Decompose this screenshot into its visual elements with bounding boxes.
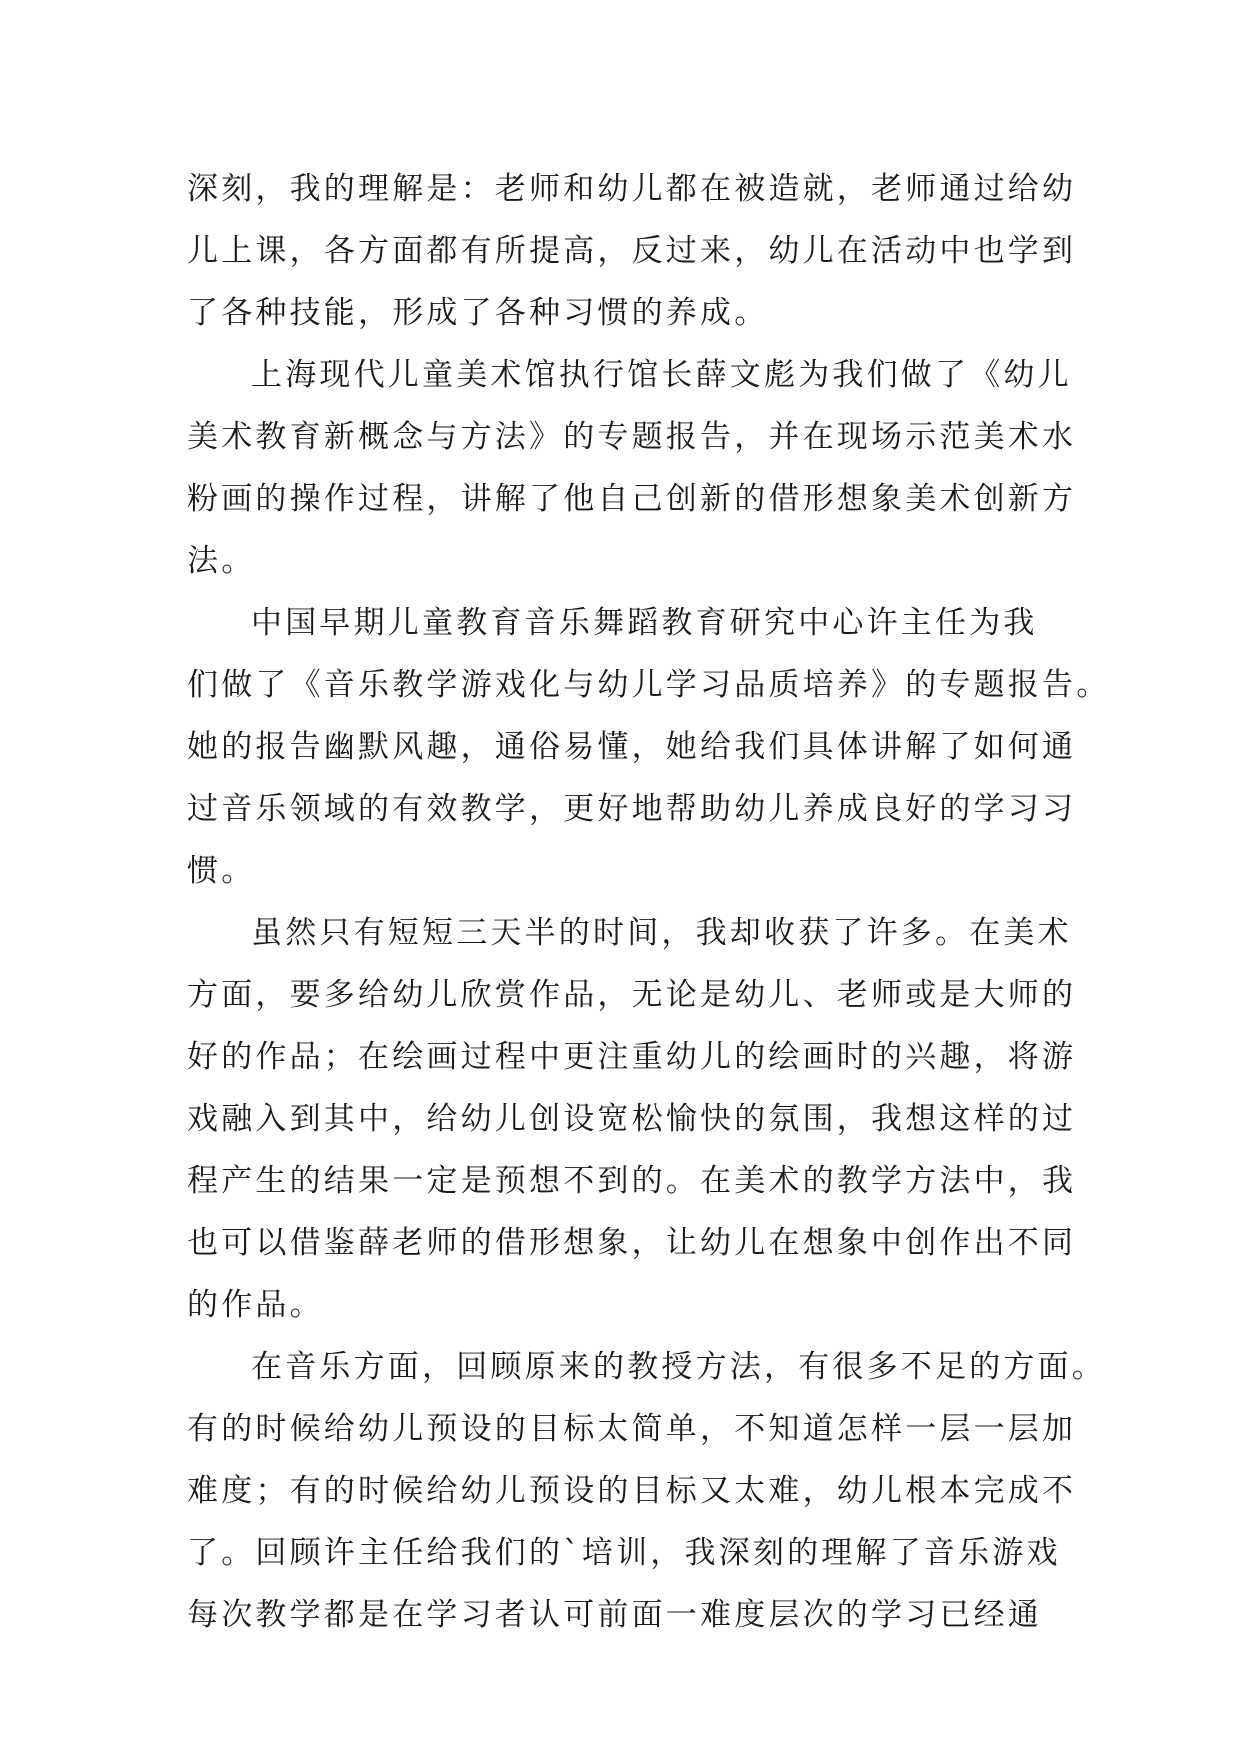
text-line: 粉画的操作过程，讲解了他自己创新的借形想象美术创新方 bbox=[187, 481, 1077, 517]
text-line: 们做了《音乐教学游戏化与幼儿学习品质培养》的专题报告。 bbox=[187, 667, 1111, 703]
paragraph-first-line: 在音乐方面，回顾原来的教授方法，有很多不足的方面。 bbox=[251, 1349, 1106, 1385]
paragraph-first-line: 虽然只有短短三天半的时间，我却收获了许多。在美术 bbox=[251, 915, 1072, 951]
text-line: 她的报告幽默风趣，通俗易懂，她给我们具体讲解了如何通 bbox=[187, 729, 1077, 765]
text-line: 法。 bbox=[187, 543, 256, 579]
text-line: 好的作品；在绘画过程中更注重幼儿的绘画时的兴趣，将游 bbox=[187, 1039, 1077, 1075]
paragraph-first-line: 上海现代儿童美术馆执行馆长薛文彪为我们做了《幼儿 bbox=[251, 357, 1072, 393]
text-line: 也可以借鉴薛老师的借形想象，让幼儿在想象中创作出不同 bbox=[187, 1225, 1077, 1261]
text-line: 程产生的结果一定是预想不到的。在美术的教学方法中，我 bbox=[187, 1163, 1077, 1199]
text-line: 难度；有的时候给幼儿预设的目标又太难，幼儿根本完成不 bbox=[187, 1473, 1077, 1509]
paragraph-first-line: 中国早期儿童教育音乐舞蹈教育研究中心许主任为我 bbox=[251, 605, 1038, 641]
text-line: 儿上课，各方面都有所提高，反过来，幼儿在活动中也学到 bbox=[187, 233, 1077, 269]
text-line: 有的时候给幼儿预设的目标太简单，不知道怎样一层一层加 bbox=[187, 1411, 1077, 1447]
text-line: 过音乐领域的有效教学，更好地帮助幼儿养成良好的学习习 bbox=[187, 791, 1077, 827]
text-line: 的作品。 bbox=[187, 1287, 324, 1323]
document-body bbox=[187, 158, 1111, 1646]
text-line: 深刻，我的理解是：老师和幼儿都在被造就，老师通过给幼 bbox=[187, 171, 1077, 207]
text-line: 了各种技能，形成了各种习惯的养成。 bbox=[187, 295, 769, 331]
text-line: 美术教育新概念与方法》的专题报告，并在现场示范美术水 bbox=[187, 419, 1077, 455]
text-line: 了。回顾许主任给我们的`培训，我深刻的理解了音乐游戏 bbox=[187, 1535, 1061, 1571]
text-line: 方面，要多给幼儿欣赏作品，无论是幼儿、老师或是大师的 bbox=[187, 977, 1077, 1013]
text-line: 戏融入到其中，给幼儿创设宽松愉快的氛围，我想这样的过 bbox=[187, 1101, 1077, 1137]
text-line: 惯。 bbox=[187, 853, 256, 889]
text-line: 每次教学都是在学习者认可前面一难度层次的学习已经通 bbox=[187, 1597, 1042, 1633]
